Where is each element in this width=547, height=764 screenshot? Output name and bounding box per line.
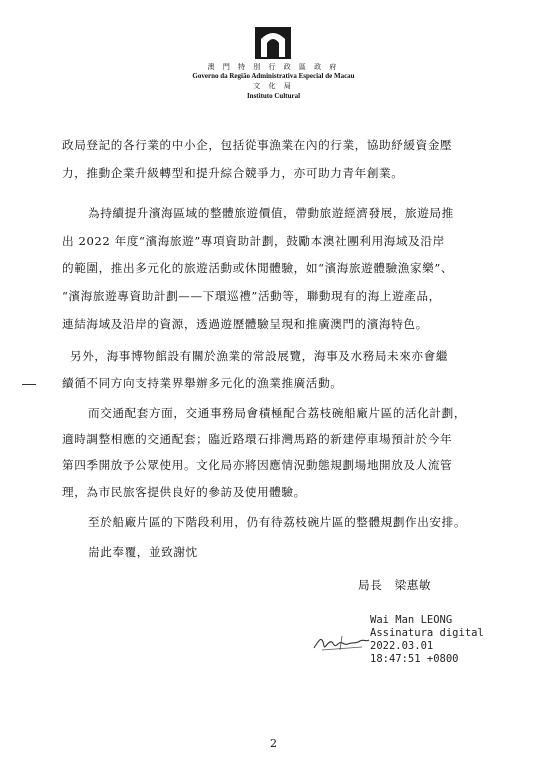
paragraph-line: 至於船廠片區的下階段利用，仍有待荔枝碗片區的整體規劃作出安排。 — [88, 515, 467, 529]
paragraph-line: 理，為市民旅客提供良好的參訪及使用體驗。 — [62, 485, 306, 499]
macau-emblem-logo — [255, 27, 291, 59]
closing-line: 耑此奉覆，並致謝忱 — [88, 545, 198, 559]
paragraph-line: 政局登記的各行業的中小企，包括從事漁業在內的行業，協助紓緩資金壓 — [62, 138, 453, 152]
margin-mark — [22, 384, 36, 385]
paragraph-line: 為持續提升濱海區域的整體旅遊價值，帶動旅遊經濟發展，旅遊局推 — [88, 206, 454, 220]
handwritten-signature — [312, 632, 370, 654]
paragraph-line: “濱海旅遊專資助計劃——下環巡禮”活動等，聯動現有的海上遊產品， — [62, 289, 441, 303]
paragraph-line: 適時調整相應的交通配套；臨近路環石排灣馬路的新建停車場預計於今年 — [62, 432, 453, 446]
digital-signature-block — [370, 614, 484, 666]
dept-name-pt: Instituto Cultural — [246, 92, 301, 100]
signer-name-pt: Wai Man LEONG — [370, 614, 453, 626]
paragraph-line: 力，推動企業升級轉型和提升綜合競爭力，亦可助力青年創業。 — [62, 166, 404, 180]
paragraph-line: 的範圍，推出多元化的旅遊活動或休閒體驗，如“濱海旅遊體驗漁家樂”、 — [62, 261, 454, 275]
signatory-title-name: 局長 梁惠敏 — [358, 578, 432, 592]
paragraph-line: 另外，海事博物館設有關於漁業的常設展覽，海事及水務局未來亦會繼 — [70, 349, 449, 363]
signature-label: Assinatura digital — [370, 627, 484, 639]
paragraph-line: 而交通配套方面，交通事務局會積極配合荔枝碗船廠片區的活化計劃， — [88, 406, 467, 420]
paragraph-line: 連結海域及沿岸的資源，透過遊歷體驗呈現和推廣澳門的濱海特色。 — [62, 317, 428, 331]
signature-time: 18:47:51 +0800 — [370, 653, 459, 665]
paragraph-line: 第四季開放予公眾使用。文化局亦將因應情況動態規劃場地開放及人流管 — [62, 458, 453, 472]
signature-date: 2022.03.01 — [370, 640, 434, 652]
paragraph-line: 續循不同方向支持業界舉辦多元化的漁業推廣活動。 — [62, 376, 343, 390]
page-number: 2 — [270, 737, 277, 750]
org-name-pt: Governo da Região Administrativa Especial de Macau — [192, 72, 355, 80]
paragraph-line: 出 2022 年度“濱海旅遊”專項資助計劃，鼓勵本澳社團利用海域及沿岸 — [62, 234, 445, 248]
org-name-zh: 澳 門 特 別 行 政 區 政 府 — [207, 63, 340, 71]
dept-name-zh: 文 化 局 — [253, 82, 294, 90]
